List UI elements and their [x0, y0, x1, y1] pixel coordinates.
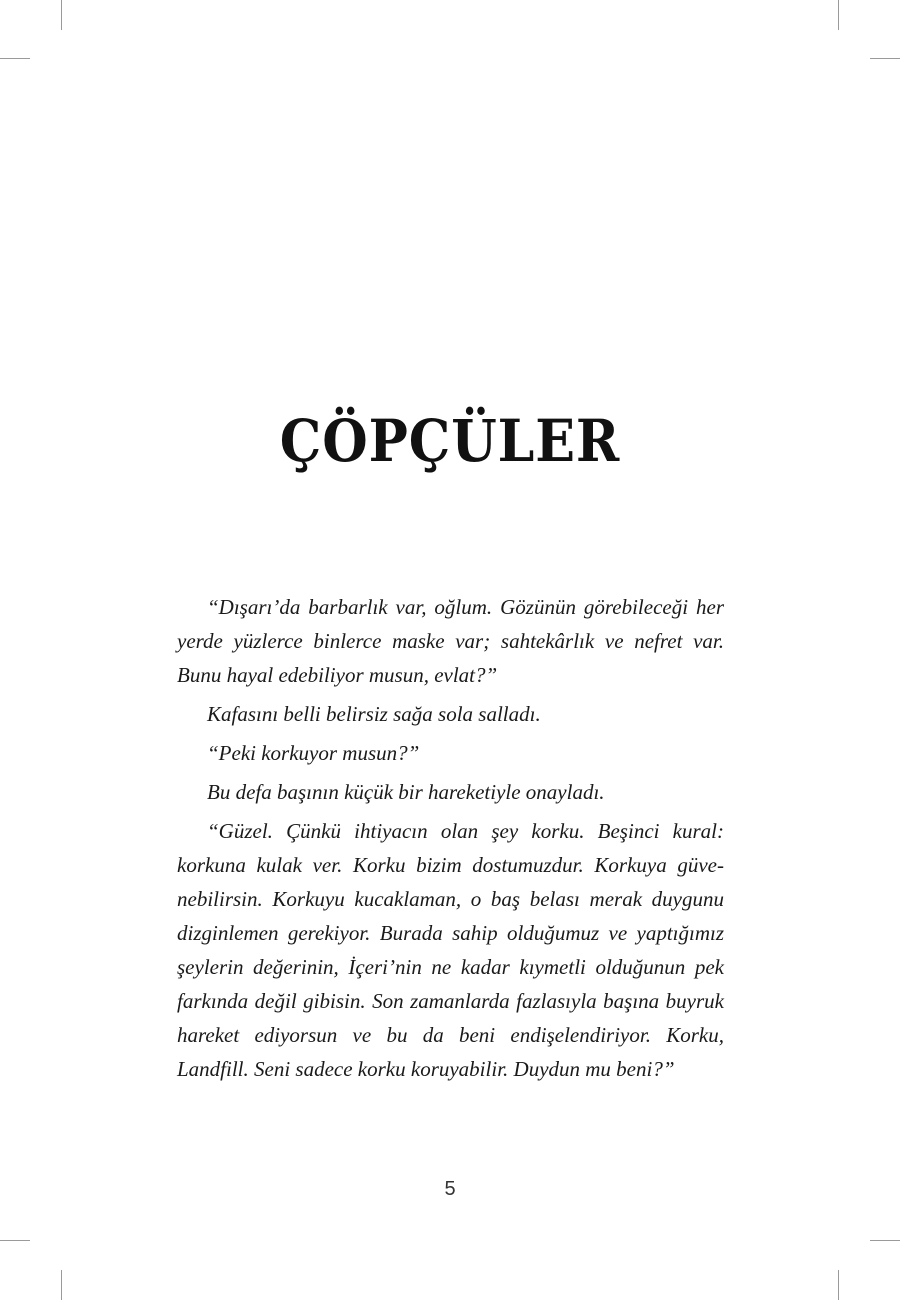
crop-mark-bottom-right [838, 1270, 839, 1300]
page-number: 5 [444, 1178, 456, 1200]
crop-mark-top-left [61, 0, 62, 30]
crop-mark-bottom-left [61, 1270, 62, 1300]
paragraph: “Güzel. Çünkü ihtiyacın olan şey korku. Beşinci kural: korkuna kulak ver. Korku bizim dostumuzdur. Korkuya güvenebilirsin. Korkuyu kucaklaman, o baş belası merak duygunu dizginlemen gerekiyor. Burada sahip olduğumuz ve yaptığımız şeylerin değerinin, İçeri’nin ne kadar kıymetli olduğunun pek farkında değil gibisin. Son zamanlarda fazlasıyla başına buyruk hareket ediyorsun ve bu da beni endişelendiriyor. Korku, Landfill. Seni sadece korku koruyabilir. Duydun mu beni?” [177, 819, 724, 1081]
paragraph: “Dışarı’da barbarlık var, oğlum. Gözünün görebileceği her yerde yüzlerce binlerce maske var; sahtekârlık ve nefret var. Bunu hayal edebiliyor musun, evlat?” [177, 595, 724, 687]
chapter-title: ÇÖPÇÜLER [279, 407, 621, 475]
paragraph: Kafasını belli belirsiz sağa sola salladı. [207, 702, 541, 726]
chapter-body [177, 590, 724, 1091]
paragraph: “Peki korkuyor musun?” [207, 741, 420, 765]
crop-mark-right-bottom [870, 1240, 900, 1241]
crop-mark-left-bottom [0, 1240, 30, 1241]
crop-mark-left-top [0, 58, 30, 59]
crop-mark-top-right [838, 0, 839, 30]
crop-mark-right-top [870, 58, 900, 59]
paragraph: Bu defa başının küçük bir hareketiyle onayladı. [207, 780, 605, 804]
